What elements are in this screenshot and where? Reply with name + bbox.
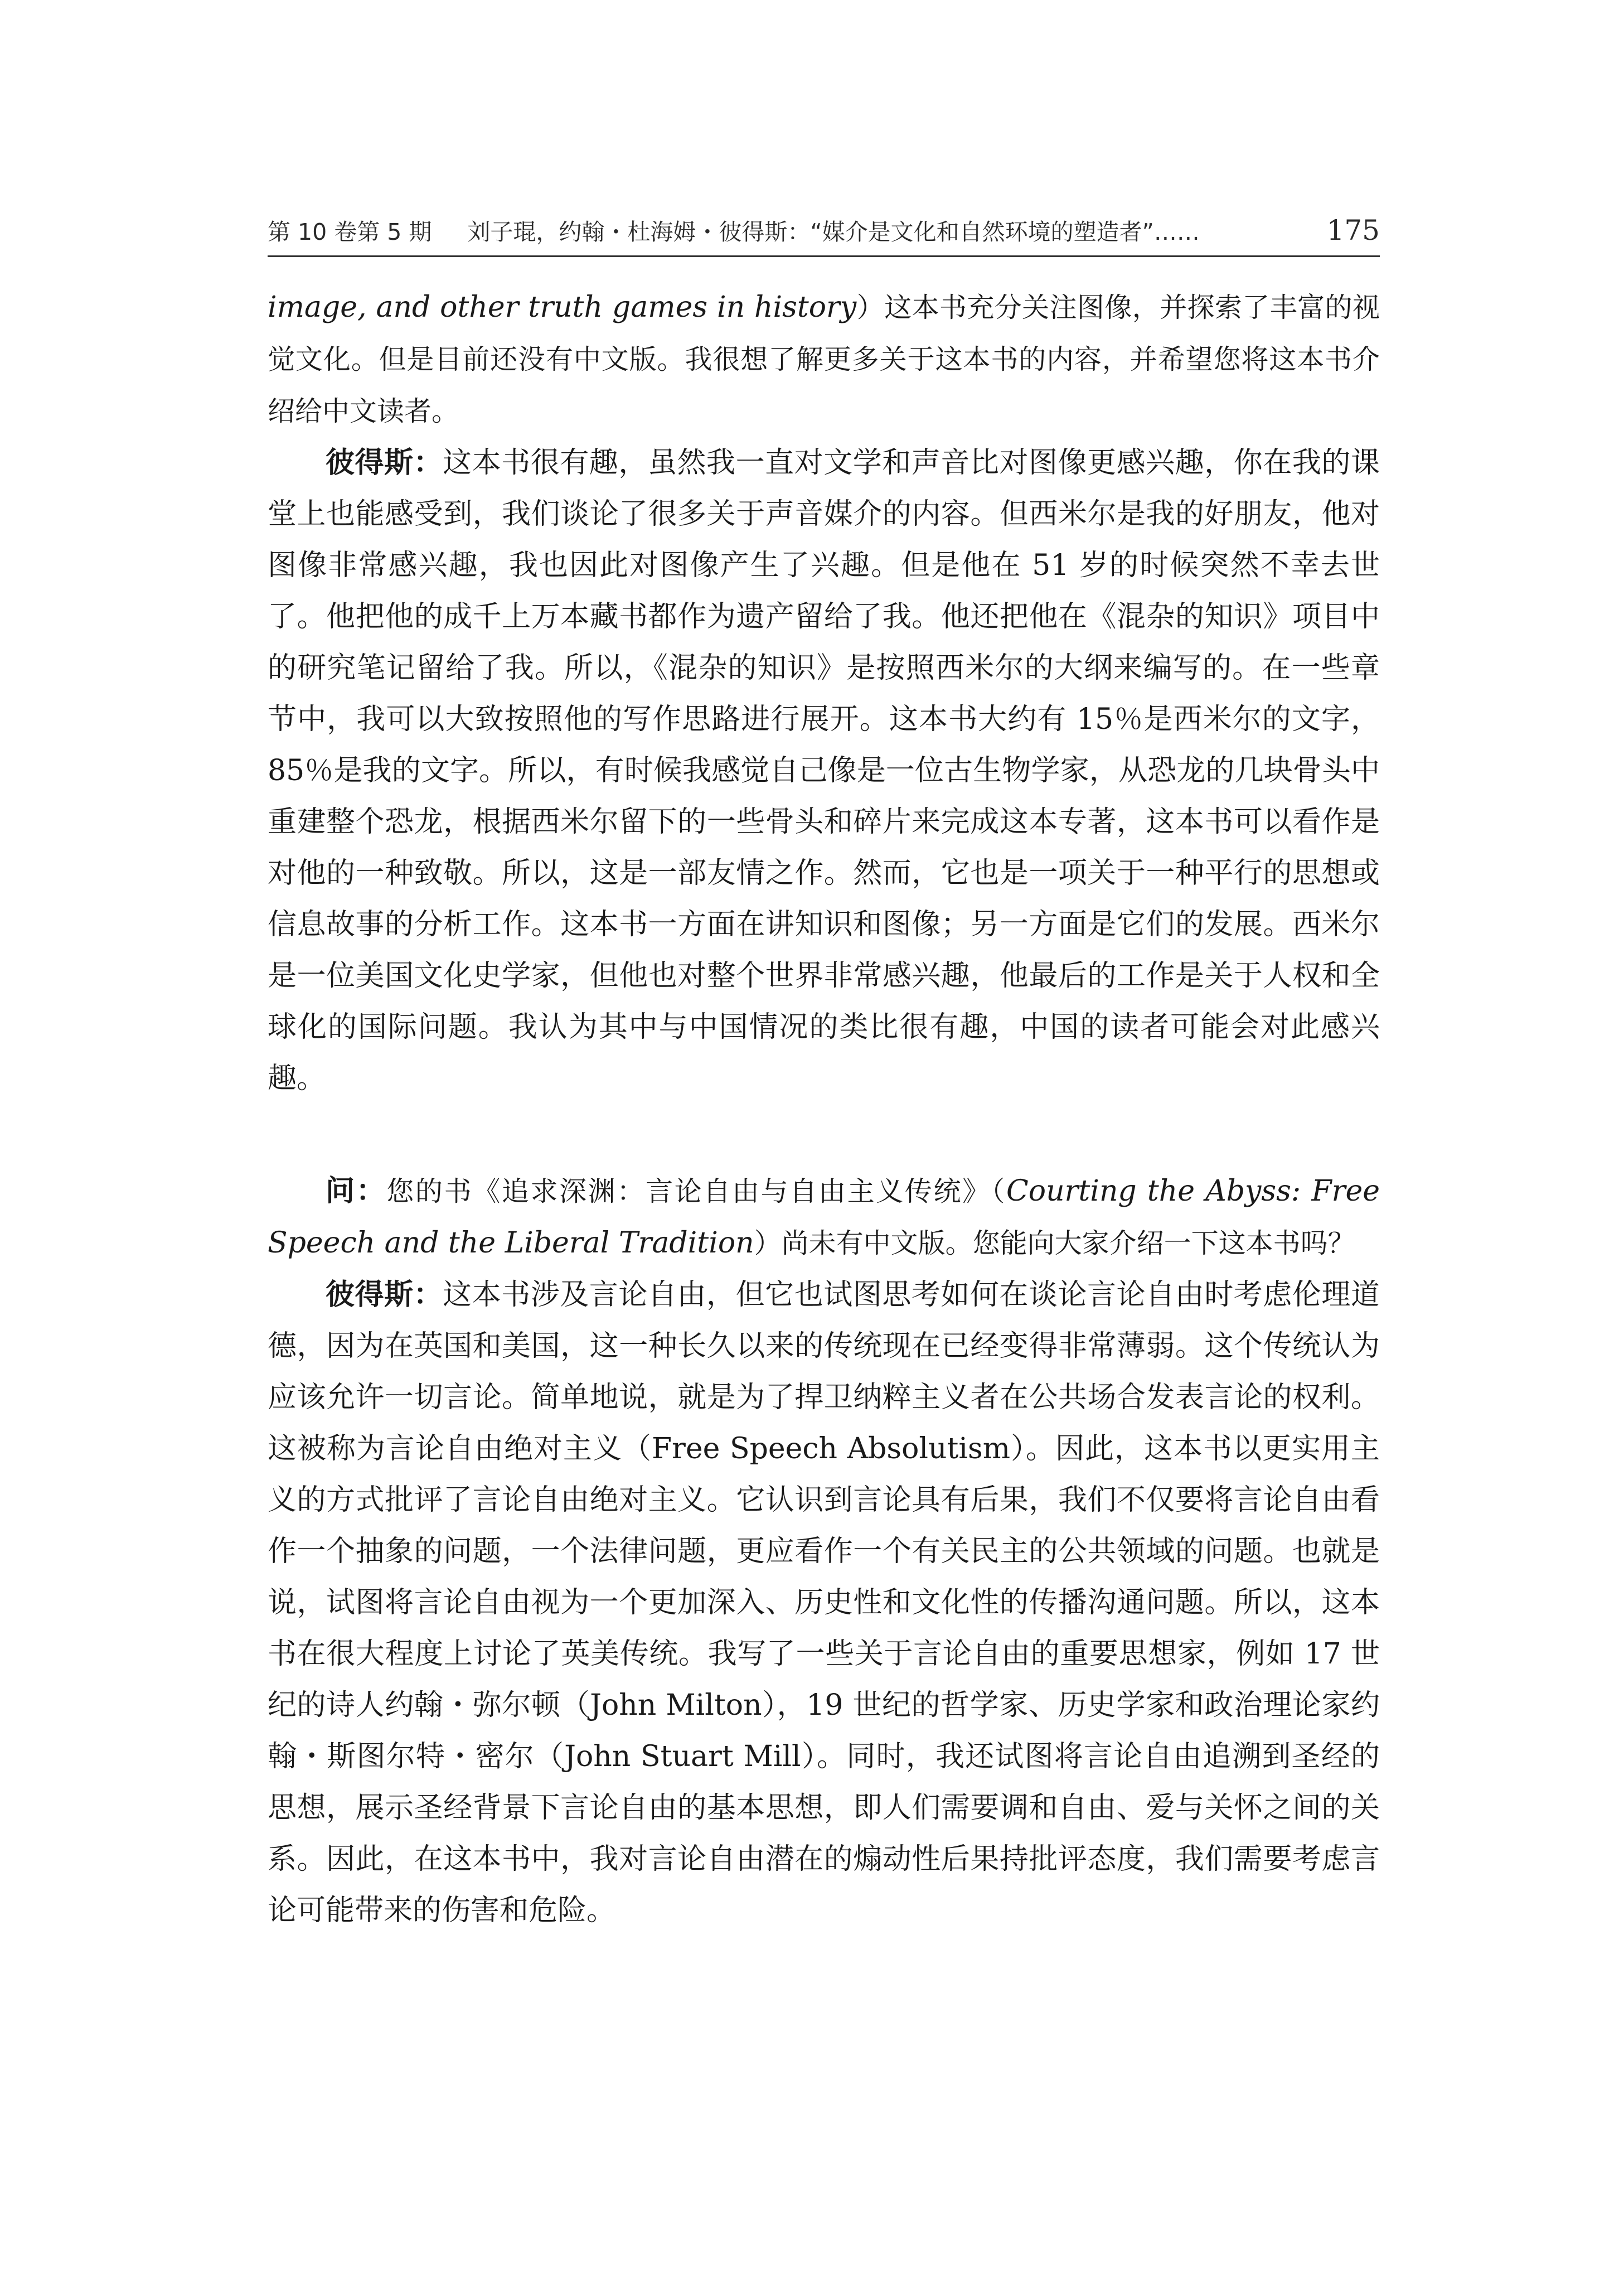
question-text-before: 您的书《追求深渊：言论自由与自由主义传统》（ xyxy=(386,1176,1006,1207)
question-text-after: ）尚未有中文版。您能向大家介绍一下这本书吗？ xyxy=(754,1227,1355,1259)
answer-text: 这本书很有趣，虽然我一直对文学和声音比对图像更感兴趣，你在我的课堂上也能感受到，我们谈论了很多关于声音媒介的内容。但西米尔是我的好朋友，他对图像非常感兴趣，我也因此对图像产生了兴趣。但是他在 51 岁的时候突然不幸去世了。他把他的成千上万本藏书都作为遗产留给了我。他还把他在《混杂的知识》项目中的研究笔记留给了我。所以，《混杂的知识》是按照西米尔的大纲来编写的。在一些章节中，我可以大致按照他的写作思路进行展开。这本书大约有 15％是西米尔的文字，85％是我的文字。所以，有时候我感觉自己像是一位古生物学家，从恐龙的几块骨头中重建整个恐龙，根据西米尔留下的一些骨头和碎片来完成这本专著，这本书可以看作是对他的一种致敬。所以，这是一部友情之作。然而，它也是一项关于一种平行的思想或信息故事的分析工作。这本书一方面在讲知识和图像；另一方面是它们的发展。西米尔是一位美国文化史学家，但他也对整个世界非常感兴趣，他最后的工作是关于人权和全球化的国际问题。我认为其中与中国情况的类比很有趣，中国的读者可能会对此感兴趣。 xyxy=(268,446,1380,1095)
book-title-italic: Courting the Abyss: Free Speech and the Liberal Tradition xyxy=(268,1174,1380,1260)
speaker-label: 彼得斯： xyxy=(326,446,443,480)
running-header xyxy=(268,210,1380,246)
speaker-label: 问： xyxy=(326,1174,387,1208)
question-paragraph-2 xyxy=(268,1165,1380,1269)
page-number: 175 xyxy=(1326,214,1380,246)
speaker-label: 彼得斯： xyxy=(326,1278,443,1312)
running-title: 刘子琨，约翰・杜海姆・彼得斯：“媒介是文化和自然环境的塑造者”…… xyxy=(467,219,1200,245)
answer-paragraph-1 xyxy=(268,437,1380,1104)
question-continuation xyxy=(268,282,1380,437)
header-rule xyxy=(268,255,1380,257)
answer-paragraph-2 xyxy=(268,1269,1380,1936)
book-title-italic: image, and other truth games in history xyxy=(268,291,857,324)
answer-text: 这本书涉及言论自由，但它也试图思考如何在谈论言论自由时考虑伦理道德，因为在英国和美国，这一种长久以来的传统现在已经变得非常薄弱。这个传统认为应该允许一切言论。简单地说，就是为了捍卫纳粹主义者在公共场合发表言论的权利。这被称为言论自由绝对主义（Free Speech Absolutism）。因此，这本书以更实用主义的方式批评了言论自由绝对主义。它认识到言论具有后果，我们不仅要将言论自由看作一个抽象的问题，一个法律问题，更应看作一个有关民主的公共领域的问题。也就是说，试图将言论自由视为一个更加深入、历史性和文化性的传播沟通问题。所以，这本书在很大程度上讨论了英美传统。我写了一些关于言论自由的重要思想家，例如 17 世纪的诗人约翰・弥尔顿（John Milton），19 世纪的哲学家、历史学家和政治理论家约翰・斯图尔特・密尔（John Stuart Mill）。同时，我还试图将言论自由追溯到圣经的思想，展示圣经背景下言论自由的基本思想，即人们需要调和自由、爱与关怀之间的关系。因此，在这本书中，我对言论自由潜在的煽动性后果持批评态度，我们需要考虑言论可能带来的伤害和危险。 xyxy=(268,1278,1380,1927)
journal-issue: 第 10 卷第 5 期 xyxy=(268,219,432,245)
article-body xyxy=(268,282,1380,1936)
question-continuation-text: ）这本书充分关注图像，并探索了丰富的视觉文化。但是目前还没有中文版。我很想了解更多关于这本书的内容，并希望您将这本书介绍给中文读者。 xyxy=(268,292,1380,427)
